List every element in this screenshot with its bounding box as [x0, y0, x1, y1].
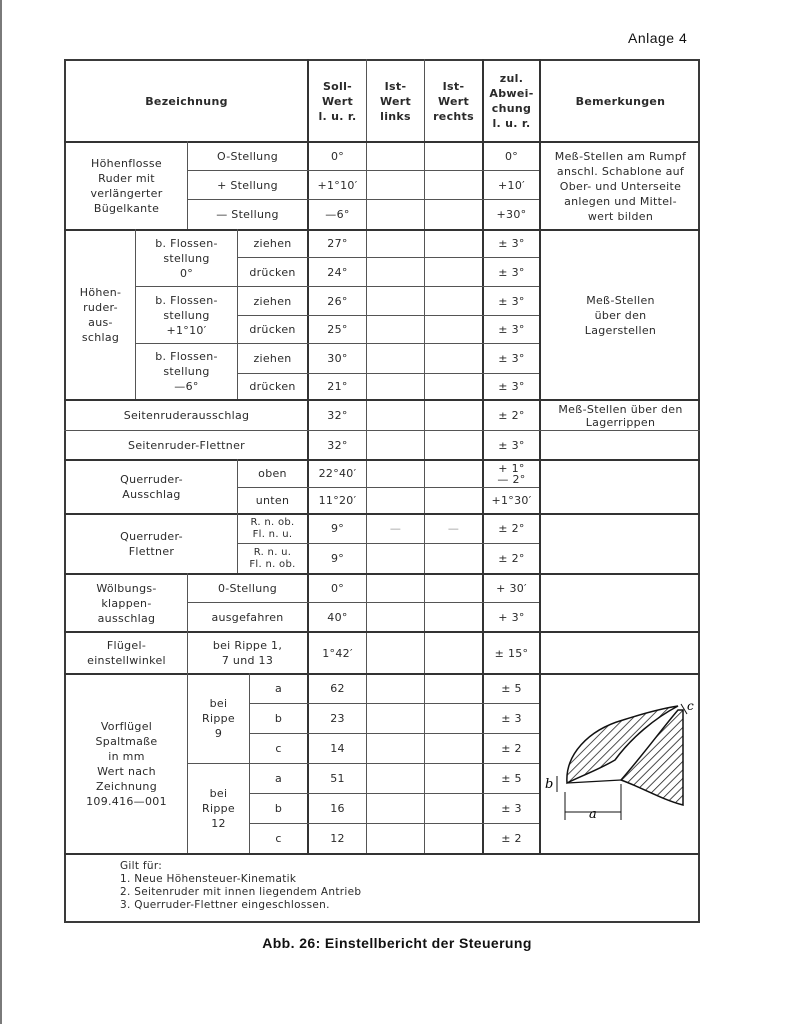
seitenruder-flettner-label: Seitenruder-Flettner [128, 438, 245, 452]
hoehenruder-abw: ± 3° [498, 265, 525, 279]
querruder-label: Querruder- Ausschlag [120, 473, 183, 501]
figure-caption: Abb. 26: Einstellbericht der Steuerung [262, 935, 532, 951]
hoehenruder-group-label: b. Flossen- stellung —6° [155, 350, 218, 393]
hoehenruder-soll: 30° [327, 352, 348, 365]
hoehenruder-dir: drücken [249, 265, 296, 279]
hoehenflosse-soll: 0° [330, 149, 345, 163]
chord-line [567, 780, 621, 783]
querruder-flettner-abw: ± 2° [498, 522, 525, 535]
querruder-flettner-ist-links: — [389, 522, 402, 535]
querruder-flettner-ist-rechts: — [447, 522, 460, 535]
vorfluegel-soll: 12 [330, 832, 345, 845]
woelbung-pos: ausgefahren [211, 610, 284, 624]
vorfluegel-abw: ± 5 [501, 682, 522, 695]
woelbung-soll: 40° [327, 610, 348, 624]
vorfluegel-soll: 14 [330, 742, 345, 755]
header-bezeichnung: Bezeichnung [145, 94, 228, 108]
hoehenruder-dir: ziehen [253, 294, 292, 308]
seitenruder-label: Seitenruderausschlag [123, 409, 250, 422]
hoehenruder-group-label: b. Flossen- stellung +1°10′ [155, 293, 218, 337]
diagram-label-c: c [687, 699, 694, 713]
querruder-dir: unten [255, 494, 290, 507]
hoehenruder-abw: ± 3° [498, 323, 525, 336]
hoehenflosse-pos: O-Stellung [216, 149, 279, 163]
hoehenflosse-pos: — Stellung [216, 208, 279, 221]
vorfluegel-key: c [275, 742, 282, 755]
hoehenruder-abw: ± 3° [498, 380, 525, 393]
header-ist-rechts: Ist- Wert rechts [433, 79, 474, 123]
vorfluegel-key: a [274, 682, 283, 695]
header-soll-wert: Soll- Wert l. u. r. [318, 79, 357, 123]
hoehenruder-label: Höhen- ruder- aus- schlag [79, 286, 122, 344]
vorfluegel-abw: ± 5 [501, 772, 522, 785]
hoehenruder-abw: ± 3° [498, 352, 525, 365]
hoehenruder-dir: ziehen [253, 237, 292, 250]
woelbung-label: Wölbungs- klappen- ausschlag [96, 581, 157, 625]
seitenruder-soll: 32° [327, 409, 348, 422]
querruder-flettner-label: Querruder- Flettner [120, 530, 183, 558]
vorfluegel-soll: 16 [330, 802, 345, 815]
hoehenflosse-label: Höhenflosse Ruder mit verlängerter Bügelkante [90, 157, 163, 215]
vorfluegel-soll: 51 [330, 772, 345, 785]
woelbung-soll: 0° [330, 581, 345, 595]
fluegel-label: Flügel- einstellwinkel [87, 639, 166, 667]
querruder-flettner-abw: ± 2° [498, 552, 525, 565]
hoehenflosse-soll: —6° [325, 208, 350, 221]
seitenruder-abw: ± 2° [498, 409, 525, 422]
vorfluegel-key: a [274, 772, 283, 785]
hoehenruder-dir: drücken [249, 380, 296, 393]
seitenruder-flettner-soll: 32° [327, 438, 348, 452]
querruder-flettner-soll: 9° [330, 552, 345, 565]
diagram-label-a: a [589, 807, 597, 822]
hoehenflosse-soll: +1°10′ [317, 178, 358, 192]
hoehenruder-soll: 26° [327, 294, 348, 308]
hoehenruder-abw: ± 3° [498, 237, 525, 250]
querruder-flettner-dir: R. n. ob. Fl. n. u. [250, 516, 295, 540]
querruder-soll: 11°20′ [318, 494, 357, 507]
header-bemerkungen: Bemerkungen [575, 94, 666, 108]
woelbung-pos: 0-Stellung [217, 581, 278, 595]
seitenruder-flettner-abw: ± 3° [498, 438, 525, 452]
hoehenruder-group-label: b. Flossen- stellung 0° [155, 236, 218, 280]
vorfluegel-key: b [274, 802, 283, 815]
vorfluegel-key: b [274, 712, 283, 725]
woelbung-abw: + 3° [498, 610, 525, 624]
header-abweichung: zul. Abwei- chung l. u. r. [489, 72, 534, 130]
vorfluegel-key: c [275, 832, 282, 845]
vorfluegel-group-label: bei Rippe 9 [202, 697, 235, 740]
vorfluegel-abw: ± 2 [501, 742, 522, 755]
row-line [64, 853, 700, 855]
fluegel-soll: 1°42′ [322, 646, 353, 660]
hoehenruder-soll: 21° [327, 380, 348, 393]
vorfluegel-abw: ± 2 [501, 832, 522, 845]
hoehenruder-soll: 24° [327, 265, 348, 279]
hoehenflosse-abw: 0° [504, 149, 519, 163]
slat-gap-diagram [543, 680, 698, 850]
header-ist-links: Ist- Wert links [379, 79, 412, 123]
hoehenflosse-abw: +30° [496, 208, 527, 221]
fluegel-pos: bei Rippe 1, 7 und 13 [212, 639, 283, 667]
footer-note: Gilt für: 1. Neue Höhensteuer-Kinematik 2. Seitenruder mit innen liegendem Antrieb 3. Querruder-Flettner eingeschlossen. [120, 860, 362, 911]
querruder-flettner-dir: R. n. u. Fl. n. ob. [249, 546, 296, 570]
querruder-abw: + 1° — 2° [497, 461, 526, 486]
vorfluegel-label: Vorflügel Spaltmaße in mm Wert nach Zeichnung 109.416—001 [86, 720, 167, 808]
vorfluegel-soll: 23 [330, 712, 345, 725]
querruder-dir: oben [258, 467, 287, 480]
col-line [539, 59, 541, 853]
vorfluegel-abw: ± 3 [501, 712, 522, 725]
diagram-label-b: b [545, 777, 554, 792]
hoehenruder-dir: ziehen [253, 352, 292, 365]
hoehenruder-abw: ± 3° [498, 294, 525, 308]
hoehenflosse-abw: +10′ [498, 178, 525, 192]
page-edge-line [0, 0, 2, 1024]
hoehenruder-soll: 25° [327, 323, 348, 336]
woelbung-abw: + 30′ [496, 581, 527, 595]
fluegel-abw: ± 15° [494, 646, 529, 660]
hoehenflosse-pos: + Stellung [217, 178, 278, 192]
vorfluegel-abw: ± 3 [501, 802, 522, 815]
querruder-abw: +1°30′ [491, 494, 532, 507]
hoehenflosse-bemerkung: Meß-Stellen am Rumpf anschl. Schablone auf Ober- und Unterseite anlegen und Mittel- wert bilden [554, 149, 687, 223]
hoehenruder-dir: drücken [249, 323, 296, 336]
vorfluegel-soll: 62 [330, 682, 345, 695]
querruder-soll: 22°40′ [318, 467, 357, 480]
seitenruder-bemerkung: Meß-Stellen über den Lagerrippen [558, 402, 683, 429]
querruder-flettner-soll: 9° [330, 522, 345, 535]
hoehenruder-bemerkung: Meß-Stellen über den Lagerstellen [584, 293, 657, 337]
hoehenruder-soll: 27° [327, 237, 348, 250]
vorfluegel-group-label: bei Rippe 12 [202, 787, 235, 830]
page-label: Anlage 4 [628, 30, 688, 46]
